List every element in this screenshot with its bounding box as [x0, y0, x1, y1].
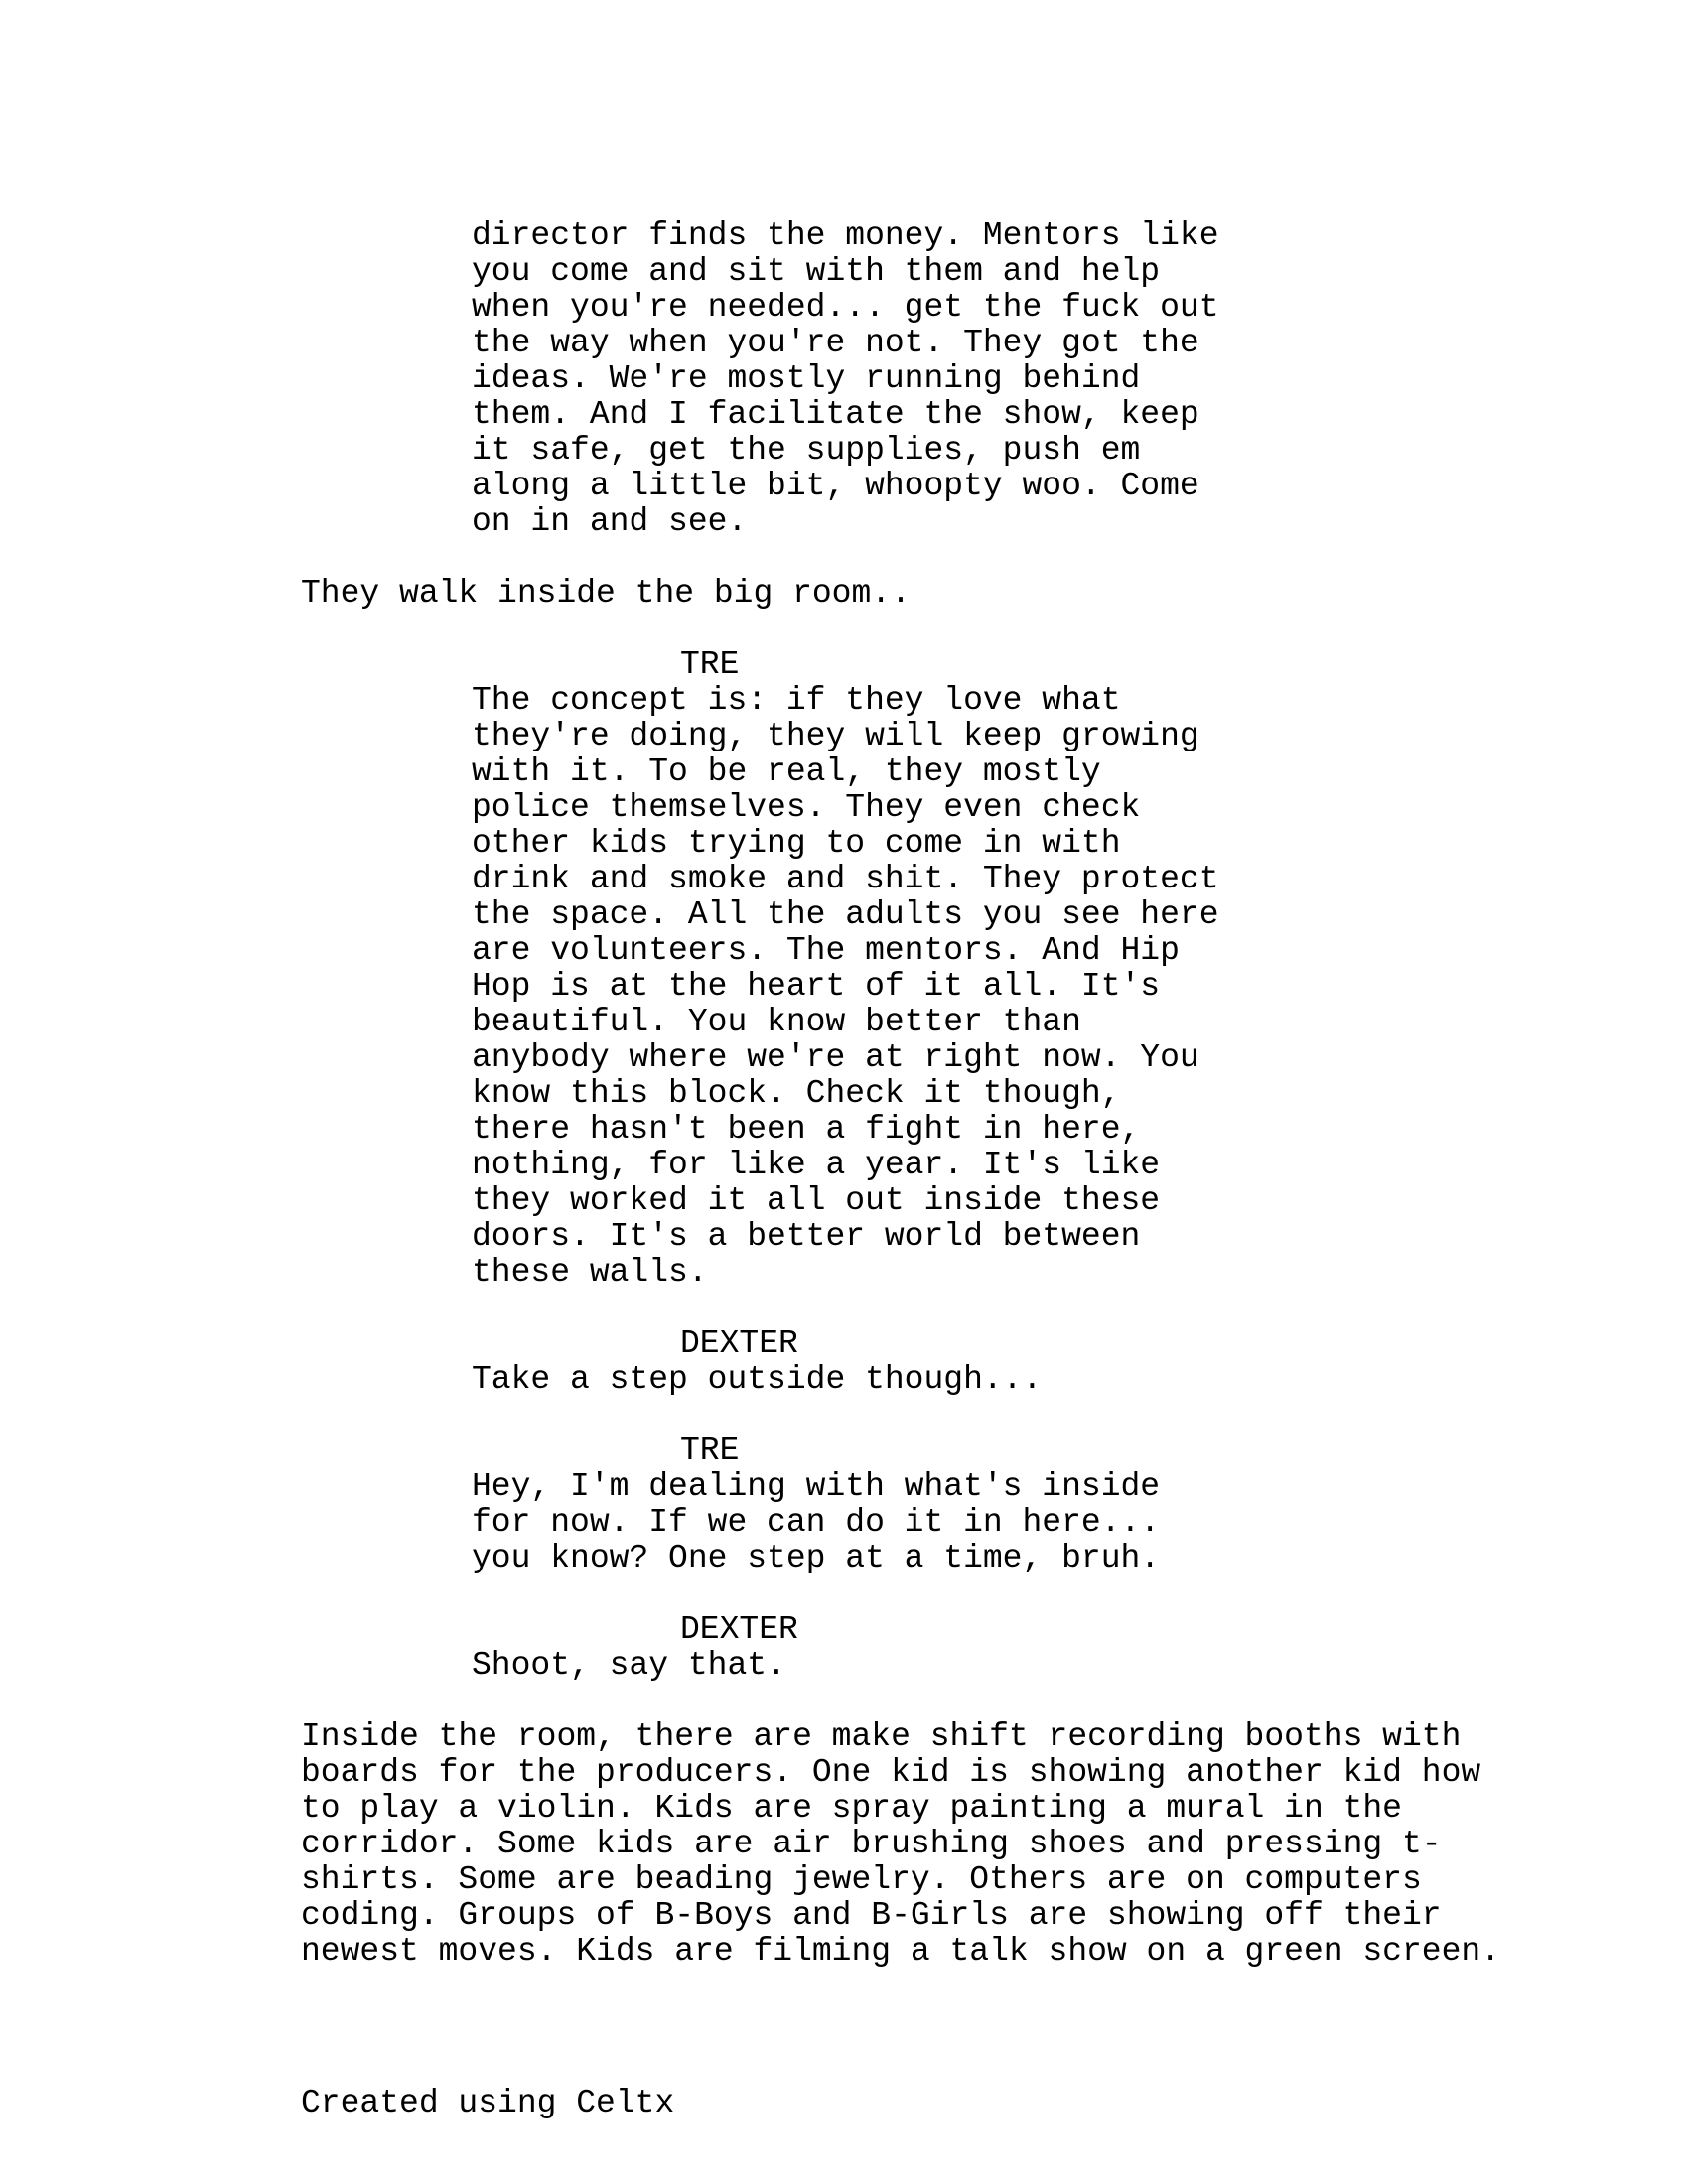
- script-block-action: [0, 1719, 1688, 1970]
- action-line: to play a violin. Kids are spray painting a mural in the: [301, 1790, 1402, 1827]
- action-line: corridor. Some kids are air brushing shoes and pressing t-: [301, 1826, 1442, 1862]
- dialogue-line: them. And I facilitate the show, keep: [472, 396, 1199, 433]
- script-block-dialogue: [0, 218, 1688, 540]
- character-name: DEXTER: [680, 1325, 798, 1362]
- dialogue-line: Shoot, say that.: [472, 1647, 786, 1684]
- action-line: boards for the producers. One kid is showing another kid how: [301, 1754, 1481, 1791]
- dialogue-line: nothing, for like a year. It's like: [472, 1147, 1161, 1183]
- dialogue-line: Take a step outside though...: [472, 1361, 1043, 1398]
- dialogue-line: Hop is at the heart of it all. It's: [472, 968, 1161, 1005]
- script-block-dialogue: [0, 1326, 1688, 1398]
- action-line: coding. Groups of B-Boys and B-Girls are showing off their: [301, 1897, 1442, 1934]
- action-line: Inside the room, there are make shift recording booths with: [301, 1718, 1462, 1755]
- action-line: newest moves. Kids are filming a talk show on a green screen.: [301, 1933, 1500, 1970]
- dialogue-line: Hey, I'm dealing with what's inside: [472, 1468, 1161, 1505]
- action-line: shirts. Some are beading jewelry. Others are on computers: [301, 1861, 1422, 1898]
- dialogue-line: police themselves. They even check: [472, 789, 1141, 826]
- dialogue-line: beautiful. You know better than: [472, 1004, 1081, 1040]
- dialogue-line: you come and sit with them and help: [472, 253, 1161, 290]
- dialogue-line: ideas. We're mostly running behind: [472, 360, 1141, 397]
- dialogue-line: for now. If we can do it in here...: [472, 1504, 1161, 1541]
- script-content: [0, 218, 1688, 1970]
- dialogue-line: doors. It's a better world between: [472, 1218, 1141, 1255]
- dialogue-line: drink and smoke and shit. They protect: [472, 861, 1219, 897]
- dialogue-line: are volunteers. The mentors. And Hip: [472, 932, 1180, 969]
- dialogue-line: other kids trying to come in with: [472, 825, 1121, 862]
- character-name: TRE: [680, 1433, 740, 1469]
- dialogue-line: they worked it all out inside these: [472, 1182, 1161, 1219]
- celtx-footer: Created using Celtx: [301, 2085, 675, 2121]
- dialogue-line: director finds the money. Mentors like: [472, 217, 1219, 254]
- dialogue-line: it safe, get the supplies, push em: [472, 432, 1141, 469]
- dialogue-line: on in and see.: [472, 503, 748, 540]
- dialogue-line: along a little bit, whoopty woo. Come: [472, 468, 1199, 504]
- dialogue-line: you know? One step at a time, bruh.: [472, 1540, 1161, 1576]
- dialogue-line: the space. All the adults you see here: [472, 896, 1219, 933]
- dialogue-line: anybody where we're at right now. You: [472, 1039, 1199, 1076]
- script-block-action: [0, 576, 1688, 612]
- script-block-dialogue: [0, 1612, 1688, 1684]
- dialogue-line: there hasn't been a fight in here,: [472, 1111, 1141, 1148]
- dialogue-line: The concept is: if they love what: [472, 682, 1121, 719]
- dialogue-line: they're doing, they will keep growing: [472, 718, 1199, 754]
- dialogue-line: with it. To be real, they mostly: [472, 753, 1101, 790]
- dialogue-line: when you're needed... get the fuck out: [472, 289, 1219, 326]
- dialogue-line: these walls.: [472, 1254, 708, 1291]
- action-line: They walk inside the big room..: [301, 575, 911, 612]
- dialogue-line: know this block. Check it though,: [472, 1075, 1121, 1112]
- character-name: TRE: [680, 646, 740, 683]
- script-block-dialogue: [0, 1433, 1688, 1576]
- character-name: DEXTER: [680, 1611, 798, 1648]
- dialogue-line: the way when you're not. They got the: [472, 325, 1199, 361]
- script-block-dialogue: [0, 647, 1688, 1291]
